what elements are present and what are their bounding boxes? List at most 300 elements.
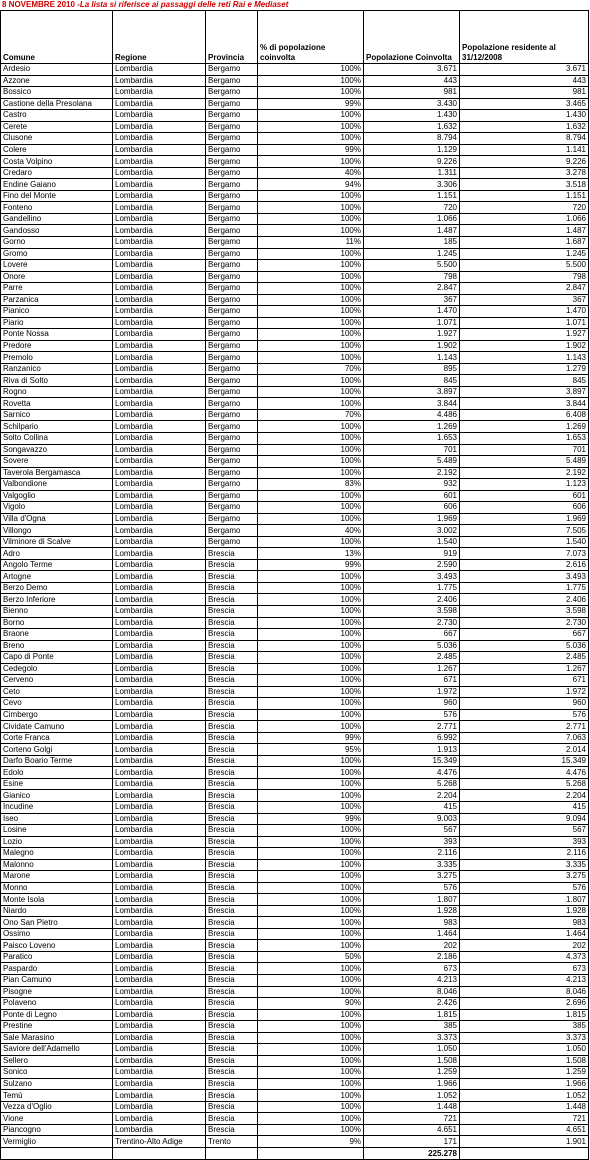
cell-popolazione-residente: 1.807 [460,894,589,906]
cell-popolazione-residente: 367 [460,294,589,306]
cell-popolazione-coinvolta: 2.771 [364,721,460,733]
cell-comune: Songavazzo [1,444,113,456]
cell-regione: Lombardia [113,179,206,191]
cell-regione: Lombardia [113,283,206,295]
cell-popolazione-residente: 6.408 [460,409,589,421]
cell-popolazione-residente: 2.192 [460,467,589,479]
cell-percentuale: 99% [258,144,364,156]
cell-popolazione-residente: 3.373 [460,1032,589,1044]
cell-percentuale: 100% [258,1067,364,1079]
cell-comune: Polaveno [1,998,113,1010]
cell-regione: Lombardia [113,571,206,583]
table-row [1,213,589,225]
cell-popolazione-coinvolta: 567 [364,825,460,837]
cell-comune: Pianico [1,306,113,318]
cell-percentuale: 100% [258,317,364,329]
cell-popolazione-coinvolta: 1.071 [364,317,460,329]
cell-popolazione-residente: 576 [460,709,589,721]
cell-percentuale: 100% [258,156,364,168]
cell-popolazione-coinvolta: 171 [364,1136,460,1148]
cell-regione: Lombardia [113,640,206,652]
cell-percentuale: 100% [258,709,364,721]
cell-regione: Lombardia [113,675,206,687]
cell-provincia: Brescia [206,1044,258,1056]
cell-regione: Lombardia [113,502,206,514]
cell-provincia: Brescia [206,686,258,698]
cell-regione: Lombardia [113,64,206,76]
table-row [1,951,589,963]
cell-percentuale: 100% [258,421,364,433]
cell-popolazione-coinvolta: 1.430 [364,110,460,122]
cell-popolazione-residente: 2.696 [460,998,589,1010]
cell-comune: Gianico [1,790,113,802]
cell-comune: Rovetta [1,398,113,410]
cell-popolazione-residente: 15.349 [460,755,589,767]
cell-comune: Vermiglio [1,1136,113,1148]
cell-popolazione-residente: 393 [460,836,589,848]
cell-popolazione-coinvolta: 895 [364,363,460,375]
cell-percentuale: 50% [258,951,364,963]
cell-provincia: Brescia [206,640,258,652]
cell-regione: Lombardia [113,767,206,779]
cell-provincia: Bergamo [206,87,258,99]
cell-percentuale: 70% [258,363,364,375]
cell-percentuale: 100% [258,202,364,214]
table-row [1,375,589,387]
cell-provincia: Brescia [206,709,258,721]
col-header-percentuale: % di popolazione coinvolta [258,11,364,64]
cell-popolazione-coinvolta: 798 [364,271,460,283]
cell-percentuale: 100% [258,686,364,698]
cell-provincia: Brescia [206,802,258,814]
cell-popolazione-residente: 1.269 [460,421,589,433]
cell-percentuale: 100% [258,133,364,145]
table-row [1,548,589,560]
cell-percentuale: 99% [258,98,364,110]
cell-popolazione-residente: 567 [460,825,589,837]
cell-comune: Ponte di Legno [1,1009,113,1021]
cell-popolazione-residente: 7.073 [460,548,589,560]
cell-provincia: Brescia [206,755,258,767]
cell-percentuale: 100% [258,905,364,917]
table-row [1,778,589,790]
cell-provincia: Bergamo [206,283,258,295]
cell-popolazione-coinvolta: 385 [364,1021,460,1033]
cell-provincia: Bergamo [206,363,258,375]
cell-regione: Lombardia [113,110,206,122]
cell-popolazione-coinvolta: 1.508 [364,1055,460,1067]
cell-popolazione-residente: 1.902 [460,340,589,352]
cell-popolazione-coinvolta: 3.373 [364,1032,460,1044]
cell-popolazione-coinvolta: 2.192 [364,467,460,479]
cell-provincia: Bergamo [206,294,258,306]
cell-popolazione-coinvolta: 2.730 [364,617,460,629]
cell-provincia: Brescia [206,790,258,802]
table-row [1,836,589,848]
table-row [1,675,589,687]
cell-provincia: Bergamo [206,236,258,248]
table-row [1,133,589,145]
cell-provincia: Bergamo [206,398,258,410]
cell-comune: Taverola Bergamasca [1,467,113,479]
cell-popolazione-residente: 1.969 [460,513,589,525]
cell-provincia: Bergamo [206,456,258,468]
cell-popolazione-coinvolta: 2.590 [364,559,460,571]
cell-comune: Gandosso [1,225,113,237]
cell-regione: Lombardia [113,456,206,468]
cell-percentuale: 100% [258,582,364,594]
cell-provincia: Brescia [206,1113,258,1125]
table-row [1,986,589,998]
cell-popolazione-coinvolta: 932 [364,479,460,491]
cell-provincia: Bergamo [206,213,258,225]
cell-popolazione-coinvolta: 671 [364,675,460,687]
cell-regione: Lombardia [113,536,206,548]
cell-popolazione-coinvolta: 4.213 [364,974,460,986]
cell-popolazione-coinvolta: 8.794 [364,133,460,145]
cell-popolazione-residente: 2.204 [460,790,589,802]
col-header-popolazione-coinvolta: Popolazione Coinvolta [364,11,460,64]
cell-percentuale: 100% [258,1055,364,1067]
cell-comune: Sellero [1,1055,113,1067]
cell-popolazione-coinvolta: 1.269 [364,421,460,433]
cell-provincia: Bergamo [206,306,258,318]
cell-provincia: Brescia [206,813,258,825]
cell-popolazione-residente: 1.259 [460,1067,589,1079]
cell-comune: Azzone [1,75,113,87]
cell-popolazione-coinvolta: 1.775 [364,582,460,594]
cell-popolazione-residente: 1.050 [460,1044,589,1056]
cell-percentuale: 9% [258,1136,364,1148]
cell-percentuale: 100% [258,283,364,295]
cell-provincia: Brescia [206,1032,258,1044]
cell-provincia: Brescia [206,1021,258,1033]
cell-regione: Lombardia [113,905,206,917]
cell-provincia: Brescia [206,928,258,940]
table-row [1,1090,589,1102]
cell-comune: Saviore dell'Adamello [1,1044,113,1056]
cell-popolazione-coinvolta: 1.913 [364,744,460,756]
cell-comune: Temù [1,1090,113,1102]
table-row [1,582,589,594]
cell-percentuale: 100% [258,456,364,468]
cell-popolazione-residente: 1.448 [460,1101,589,1113]
cell-regione: Lombardia [113,375,206,387]
cell-provincia: Brescia [206,721,258,733]
cell-regione: Lombardia [113,1032,206,1044]
cell-percentuale: 100% [258,571,364,583]
cell-provincia: Brescia [206,859,258,871]
cell-popolazione-residente: 1.901 [460,1136,589,1148]
table-row [1,513,589,525]
cell-popolazione-residente: 3.671 [460,64,589,76]
cell-regione: Lombardia [113,963,206,975]
cell-percentuale: 100% [258,306,364,318]
cell-popolazione-residente: 1.052 [460,1090,589,1102]
cell-popolazione-residente: 2.014 [460,744,589,756]
cell-provincia: Bergamo [206,352,258,364]
cell-popolazione-coinvolta: 1.052 [364,1090,460,1102]
cell-popolazione-residente: 3.275 [460,871,589,883]
cell-comune: Berzo Demo [1,582,113,594]
table-row [1,386,589,398]
cell-popolazione-coinvolta: 5.500 [364,260,460,272]
cell-regione: Lombardia [113,1044,206,1056]
cell-percentuale: 100% [258,940,364,952]
cell-regione: Lombardia [113,1090,206,1102]
table-row [1,306,589,318]
cell-popolazione-residente: 1.245 [460,248,589,260]
cell-regione: Lombardia [113,825,206,837]
population-table [0,10,589,1160]
table-row [1,456,589,468]
cell-percentuale: 11% [258,236,364,248]
cell-popolazione-residente: 5.500 [460,260,589,272]
cell-popolazione-coinvolta: 845 [364,375,460,387]
cell-regione: Lombardia [113,248,206,260]
cell-regione: Lombardia [113,940,206,952]
cell-percentuale: 70% [258,409,364,421]
cell-percentuale: 100% [258,75,364,87]
cell-regione: Lombardia [113,1078,206,1090]
cell-popolazione-residente: 1.487 [460,225,589,237]
cell-regione: Lombardia [113,917,206,929]
cell-popolazione-residente: 2.771 [460,721,589,733]
cell-popolazione-coinvolta: 1.928 [364,905,460,917]
cell-provincia: Bergamo [206,64,258,76]
cell-comune: Paratico [1,951,113,963]
cell-provincia: Brescia [206,778,258,790]
cell-comune: Piario [1,317,113,329]
cell-regione: Lombardia [113,594,206,606]
cell-popolazione-residente: 4.373 [460,951,589,963]
cell-popolazione-residente: 798 [460,271,589,283]
cell-popolazione-coinvolta: 3.897 [364,386,460,398]
cell-regione: Lombardia [113,75,206,87]
cell-comune: Credaro [1,167,113,179]
cell-provincia: Bergamo [206,525,258,537]
cell-regione: Lombardia [113,386,206,398]
cell-regione: Lombardia [113,974,206,986]
cell-provincia: Bergamo [206,386,258,398]
cell-percentuale: 100% [258,121,364,133]
cell-regione: Lombardia [113,213,206,225]
cell-regione: Lombardia [113,605,206,617]
cell-popolazione-residente: 3.598 [460,605,589,617]
cell-comune: Rogno [1,386,113,398]
cell-comune: Cimbergo [1,709,113,721]
cell-popolazione-coinvolta: 2.204 [364,790,460,802]
cell-comune: Iseo [1,813,113,825]
cell-regione: Lombardia [113,133,206,145]
cell-comune: Gromo [1,248,113,260]
cell-popolazione-coinvolta: 9.226 [364,156,460,168]
table-row [1,421,589,433]
cell-provincia: Brescia [206,617,258,629]
cell-comune: Sulzano [1,1078,113,1090]
cell-comune: Ponte Nossa [1,329,113,341]
cell-popolazione-coinvolta: 4.651 [364,1124,460,1136]
cell-popolazione-coinvolta: 601 [364,490,460,502]
cell-comune: Artogne [1,571,113,583]
cell-comune: Castione della Presolana [1,98,113,110]
cell-popolazione-residente: 1.966 [460,1078,589,1090]
cell-percentuale: 100% [258,248,364,260]
cell-popolazione-coinvolta: 1.632 [364,121,460,133]
cell-regione: Lombardia [113,433,206,445]
cell-percentuale: 100% [258,663,364,675]
cell-percentuale: 100% [258,444,364,456]
cell-provincia: Brescia [206,848,258,860]
cell-popolazione-residente: 606 [460,502,589,514]
total-row [1,1147,589,1159]
cell-regione: Lombardia [113,513,206,525]
cell-provincia: Brescia [206,986,258,998]
cell-popolazione-residente: 1.464 [460,928,589,940]
cell-provincia: Bergamo [206,329,258,341]
cell-comune: Ossimo [1,928,113,940]
cell-popolazione-residente: 981 [460,87,589,99]
cell-popolazione-coinvolta: 1.969 [364,513,460,525]
cell-comune: Malegno [1,848,113,860]
cell-popolazione-coinvolta: 919 [364,548,460,560]
cell-popolazione-residente: 667 [460,629,589,641]
cell-regione: Lombardia [113,617,206,629]
cell-percentuale: 100% [258,1009,364,1021]
cell-popolazione-residente: 8.794 [460,133,589,145]
header-row [1,11,589,64]
cell-provincia: Bergamo [206,421,258,433]
cell-regione: Lombardia [113,721,206,733]
cell-comune: Angolo Terme [1,559,113,571]
table-row [1,1055,589,1067]
cell-provincia: Bergamo [206,271,258,283]
cell-popolazione-coinvolta: 3.275 [364,871,460,883]
cell-popolazione-residente: 1.430 [460,110,589,122]
cell-regione: Lombardia [113,467,206,479]
cell-percentuale: 100% [258,490,364,502]
cell-popolazione-residente: 2.847 [460,283,589,295]
cell-popolazione-residente: 3.493 [460,571,589,583]
cell-popolazione-coinvolta: 1.966 [364,1078,460,1090]
cell-popolazione-residente: 9.094 [460,813,589,825]
table-row [1,963,589,975]
cell-comune: Marone [1,871,113,883]
cell-popolazione-residente: 1.815 [460,1009,589,1021]
cell-comune: Lozio [1,836,113,848]
cell-provincia: Brescia [206,940,258,952]
cell-provincia: Bergamo [206,375,258,387]
cell-regione: Lombardia [113,190,206,202]
title-separator: - [74,0,80,9]
cell-regione: Lombardia [113,202,206,214]
table-row [1,917,589,929]
cell-popolazione-coinvolta: 3.844 [364,398,460,410]
cell-provincia: Bergamo [206,409,258,421]
cell-percentuale: 100% [258,225,364,237]
cell-popolazione-residente: 1.279 [460,363,589,375]
cell-comune: Pisogne [1,986,113,998]
cell-comune: Vilminore di Scalve [1,536,113,548]
cell-percentuale: 100% [258,848,364,860]
cell-provincia: Bergamo [206,490,258,502]
cell-popolazione-residente: 721 [460,1113,589,1125]
cell-provincia: Brescia [206,1101,258,1113]
table-row [1,479,589,491]
table-row [1,640,589,652]
cell-percentuale: 100% [258,640,364,652]
cell-popolazione-residente: 5.036 [460,640,589,652]
total-empty-cell [258,1147,364,1159]
table-row [1,536,589,548]
cell-provincia: Bergamo [206,190,258,202]
cell-popolazione-residente: 3.278 [460,167,589,179]
cell-popolazione-coinvolta: 1.259 [364,1067,460,1079]
cell-popolazione-coinvolta: 3.002 [364,525,460,537]
cell-regione: Lombardia [113,986,206,998]
cell-comune: Schilpario [1,421,113,433]
table-row [1,340,589,352]
cell-provincia: Bergamo [206,444,258,456]
cell-regione: Lombardia [113,548,206,560]
cell-comune: Valbondione [1,479,113,491]
total-empty-cell [206,1147,258,1159]
cell-provincia: Brescia [206,663,258,675]
cell-popolazione-residente: 576 [460,882,589,894]
cell-popolazione-coinvolta: 2.485 [364,652,460,664]
cell-percentuale: 100% [258,825,364,837]
cell-popolazione-coinvolta: 2.847 [364,283,460,295]
cell-comune: Vezza d'Oglio [1,1101,113,1113]
cell-regione: Lombardia [113,698,206,710]
table-row [1,398,589,410]
cell-regione: Lombardia [113,582,206,594]
cell-popolazione-coinvolta: 5.036 [364,640,460,652]
cell-percentuale: 100% [258,352,364,364]
cell-popolazione-coinvolta: 3.430 [364,98,460,110]
cell-popolazione-coinvolta: 185 [364,236,460,248]
cell-popolazione-coinvolta: 606 [364,502,460,514]
table-row [1,755,589,767]
cell-regione: Lombardia [113,1067,206,1079]
table-row [1,1113,589,1125]
cell-comune: Premolo [1,352,113,364]
cell-comune: Borno [1,617,113,629]
cell-percentuale: 100% [258,882,364,894]
cell-comune: Malonno [1,859,113,871]
cell-comune: Adro [1,548,113,560]
sheet-title [2,0,288,10]
cell-regione: Lombardia [113,559,206,571]
table-row [1,260,589,272]
cell-comune: Bienno [1,605,113,617]
cell-popolazione-coinvolta: 1.245 [364,248,460,260]
cell-popolazione-residente: 1.775 [460,582,589,594]
cell-provincia: Brescia [206,1124,258,1136]
cell-regione: Lombardia [113,652,206,664]
cell-popolazione-coinvolta: 981 [364,87,460,99]
col-header-popolazione-residente: Popolazione residente al 31/12/2008 [460,11,589,64]
cell-popolazione-coinvolta: 3.493 [364,571,460,583]
cell-comune: Niardo [1,905,113,917]
cell-provincia: Bergamo [206,144,258,156]
cell-popolazione-coinvolta: 393 [364,836,460,848]
cell-regione: Lombardia [113,998,206,1010]
cell-percentuale: 100% [258,64,364,76]
cell-regione: Lombardia [113,98,206,110]
table-row [1,98,589,110]
cell-provincia: Brescia [206,698,258,710]
